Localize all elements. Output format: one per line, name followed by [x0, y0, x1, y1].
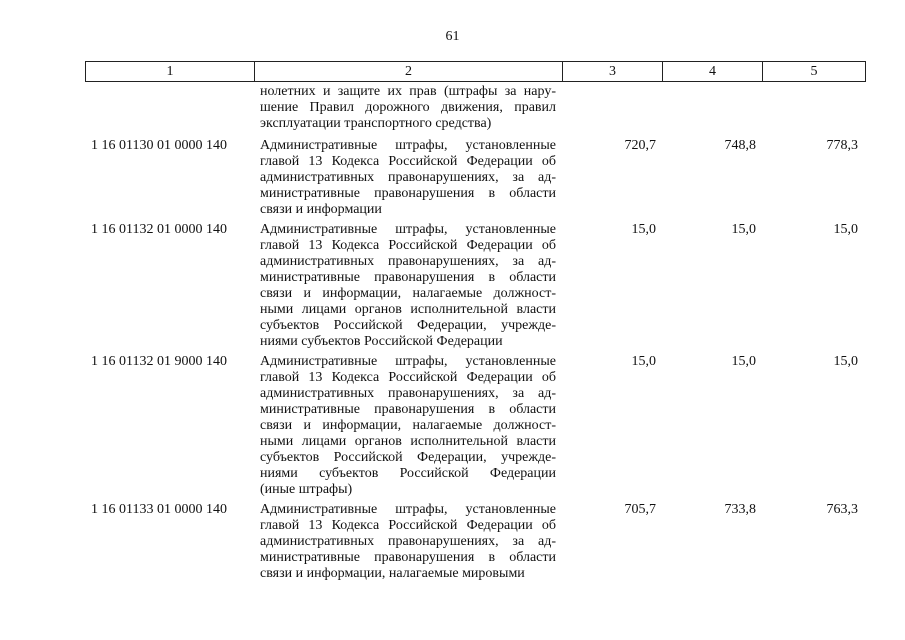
description-line: административных правонарушениях, за ад- [260, 534, 556, 549]
description-line: министративные правонарушения в области [260, 550, 556, 565]
description-line: субъектов Российской Федерации, учрежде- [260, 450, 556, 465]
code-cell: 1 16 01132 01 9000 140 [91, 354, 227, 369]
table-row [85, 502, 866, 582]
description-line: ными лицами органов исполнительной власти [260, 434, 556, 449]
description-line: административных правонарушениях, за ад- [260, 170, 556, 185]
table-header [85, 61, 866, 82]
value-cell-3: 705,7 [624, 502, 656, 517]
description-line: ниями субъектов Российской Федерации [260, 334, 503, 349]
table-row [85, 222, 866, 350]
description-line: шение Правил дорожного движения, правил [260, 100, 556, 115]
description-line: ными лицами органов исполнительной власти [260, 302, 556, 317]
code-cell: 1 16 01133 01 0000 140 [91, 502, 227, 517]
description-line: связи и информации [260, 202, 382, 217]
description-line: главой 13 Кодекса Российской Федерации об [260, 154, 556, 169]
value-cell-5: 778,3 [826, 138, 858, 153]
value-cell-4: 15,0 [731, 222, 756, 237]
value-cell-3: 15,0 [631, 222, 656, 237]
description-line: главой 13 Кодекса Российской Федерации об [260, 370, 556, 385]
description-line: министративные правонарушения в области [260, 402, 556, 417]
column-header-3: 3 [563, 62, 663, 81]
column-header-1: 1 [86, 62, 255, 81]
description-line: главой 13 Кодекса Российской Федерации об [260, 238, 556, 253]
value-cell-4: 733,8 [724, 502, 756, 517]
table-row [85, 138, 866, 218]
description-line: Административные штрафы, установленные [260, 222, 556, 237]
column-header-4: 4 [663, 62, 763, 81]
table-row [85, 354, 866, 498]
code-cell: 1 16 01132 01 0000 140 [91, 222, 227, 237]
column-header-2: 2 [255, 62, 563, 81]
table-row-continuation [85, 84, 866, 134]
description-line: Административные штрафы, установленные [260, 354, 556, 369]
description-line: связи и информации, налагаемые должност- [260, 286, 556, 301]
value-cell-4: 15,0 [731, 354, 756, 369]
description-line: эксплуатации транспортного средства) [260, 116, 492, 131]
description-cell [254, 354, 562, 498]
description-line: нолетних и защите их прав (штрафы за нару- [260, 84, 556, 99]
value-cell-3: 720,7 [624, 138, 656, 153]
description-cell [254, 84, 562, 134]
description-line: министративные правонарушения в области [260, 270, 556, 285]
value-cell-5: 15,0 [833, 354, 858, 369]
page-number: 61 [445, 29, 460, 44]
value-cell-5: 763,3 [826, 502, 858, 517]
description-cell [254, 222, 562, 350]
value-cell-3: 15,0 [631, 354, 656, 369]
description-line: связи и информации, налагаемые мировыми [260, 566, 525, 581]
code-cell: 1 16 01130 01 0000 140 [91, 138, 227, 153]
description-line: субъектов Российской Федерации, учрежде- [260, 318, 556, 333]
value-cell-4: 748,8 [724, 138, 756, 153]
description-cell [254, 138, 562, 218]
description-line: связи и информации, налагаемые должност- [260, 418, 556, 433]
description-line: Административные штрафы, установленные [260, 138, 556, 153]
code-cell [85, 84, 254, 134]
description-cell [254, 502, 562, 582]
value-cell-5: 15,0 [833, 222, 858, 237]
table-body [85, 84, 866, 582]
description-line: министративные правонарушения в области [260, 186, 556, 201]
description-line: Административные штрафы, установленные [260, 502, 556, 517]
description-line: административных правонарушениях, за ад- [260, 386, 556, 401]
description-line: ниями субъектов Российской Федерации [260, 466, 556, 481]
description-line: главой 13 Кодекса Российской Федерации об [260, 518, 556, 533]
column-header-5: 5 [810, 64, 818, 79]
description-line: административных правонарушениях, за ад- [260, 254, 556, 269]
description-line: (иные штрафы) [260, 482, 353, 497]
